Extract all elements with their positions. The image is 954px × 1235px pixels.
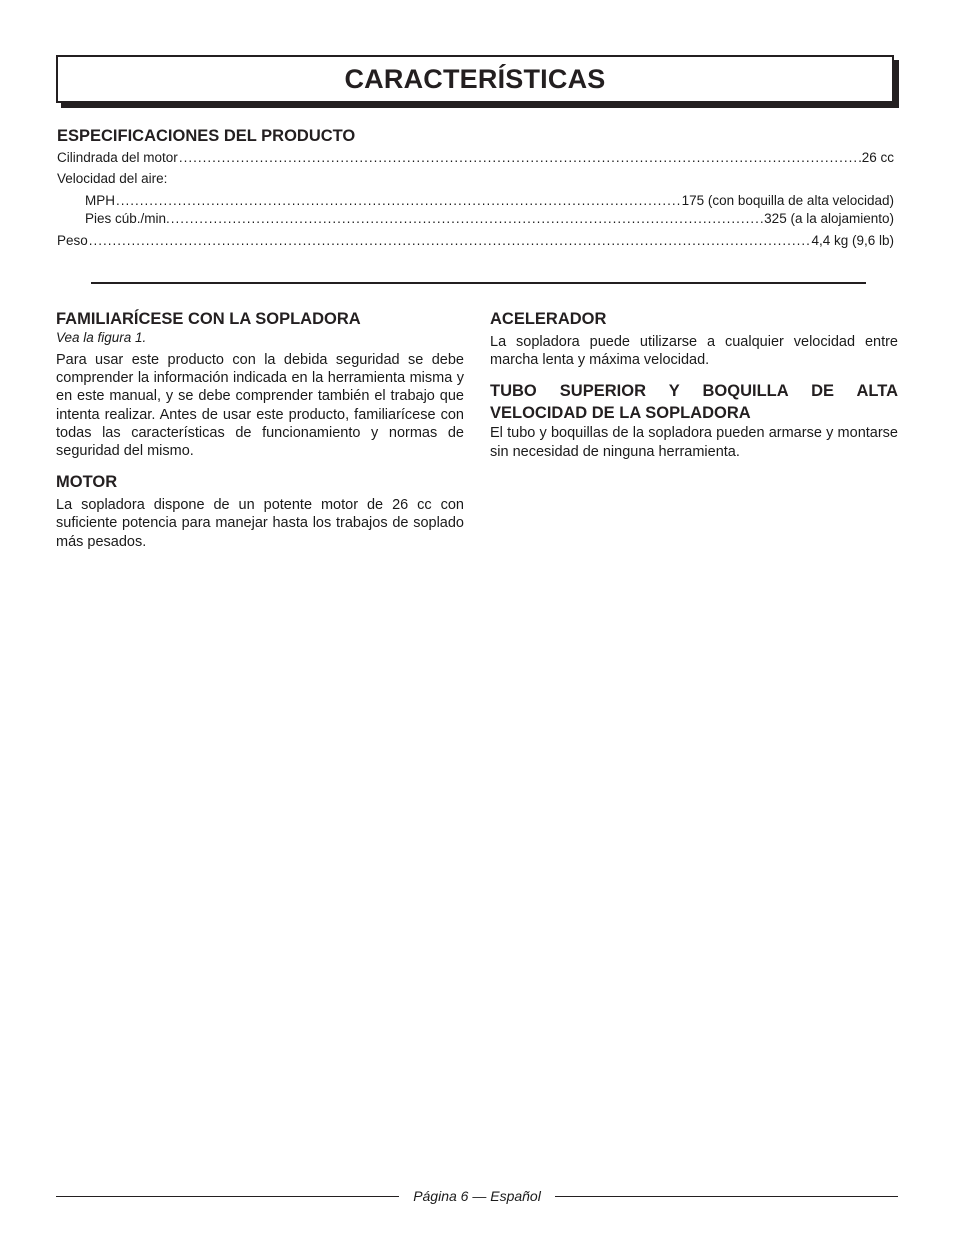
right-column xyxy=(490,308,898,461)
specs-heading: ESPECIFICACIONES DEL PRODUCTO xyxy=(57,127,356,145)
spec-value: 175 (con boquilla de alta velocidad) xyxy=(681,193,894,208)
tube-heading-line1: TUBO SUPERIOR Y BOQUILLA DE ALTA xyxy=(490,382,898,401)
familiar-heading: FAMILIARÍCESE CON LA SOPLADORA xyxy=(56,310,361,328)
spec-row-cfm xyxy=(57,211,894,227)
product-specifications xyxy=(57,127,894,249)
page-title: CARACTERÍSTICAS xyxy=(344,63,606,94)
throttle-body: La sopladora puede utilizarse a cualquier velocidad entre marcha lenta y máxima velocidad. xyxy=(490,334,898,369)
tube-body: El tubo y boquillas de la sopladora pueden armarse y montarse sin necesidad de ninguna herramienta. xyxy=(490,425,898,460)
page-number: Página 6 — Español xyxy=(413,1188,541,1204)
familiar-body: Para usar este producto con la debida seguridad se debe comprender la información indicada en la herramienta misma y en este manual, y se debe comprender también el trabajo que intenta realizar. Antes de usar este producto, familiarícese con todas las características de funcionamiento y normas de seguridad del mismo. xyxy=(56,352,464,460)
section-divider xyxy=(91,282,866,284)
motor-heading: MOTOR xyxy=(56,473,118,492)
dot-leader xyxy=(171,211,763,227)
motor-body: La sopladora dispone de un potente motor de 26 cc con suficiente potencia para manejar hasta los trabajos de soplado más pesados. xyxy=(56,497,464,550)
spec-row-weight xyxy=(57,233,894,249)
footer-rule-left xyxy=(56,1196,399,1197)
dot-leader xyxy=(116,193,681,209)
throttle-heading: ACELERADOR xyxy=(490,310,607,328)
left-column xyxy=(56,308,464,551)
spec-value: 4,4 kg (9,6 lb) xyxy=(811,233,894,248)
spec-value: 325 (a la alojamiento) xyxy=(764,211,894,226)
tube-heading-line2: VELOCIDAD DE LA SOPLADORA xyxy=(490,404,751,423)
page-title-box xyxy=(56,55,894,103)
spec-value: 26 cc xyxy=(861,150,894,165)
footer-rule-right xyxy=(555,1196,898,1197)
figure-reference: Vea la figura 1. xyxy=(56,330,147,345)
spec-label: MPH xyxy=(85,193,115,208)
spec-air-speed-label: Velocidad del aire: xyxy=(57,171,168,186)
dot-leader xyxy=(89,233,811,249)
spec-row-mph xyxy=(57,193,894,209)
spec-row-displacement xyxy=(57,150,894,166)
dot-leader xyxy=(179,150,861,166)
page-footer xyxy=(56,1186,898,1206)
spec-label: Peso xyxy=(57,233,88,248)
spec-label: Pies cúb./min. xyxy=(85,211,170,226)
spec-label: Cilindrada del motor xyxy=(57,150,178,165)
